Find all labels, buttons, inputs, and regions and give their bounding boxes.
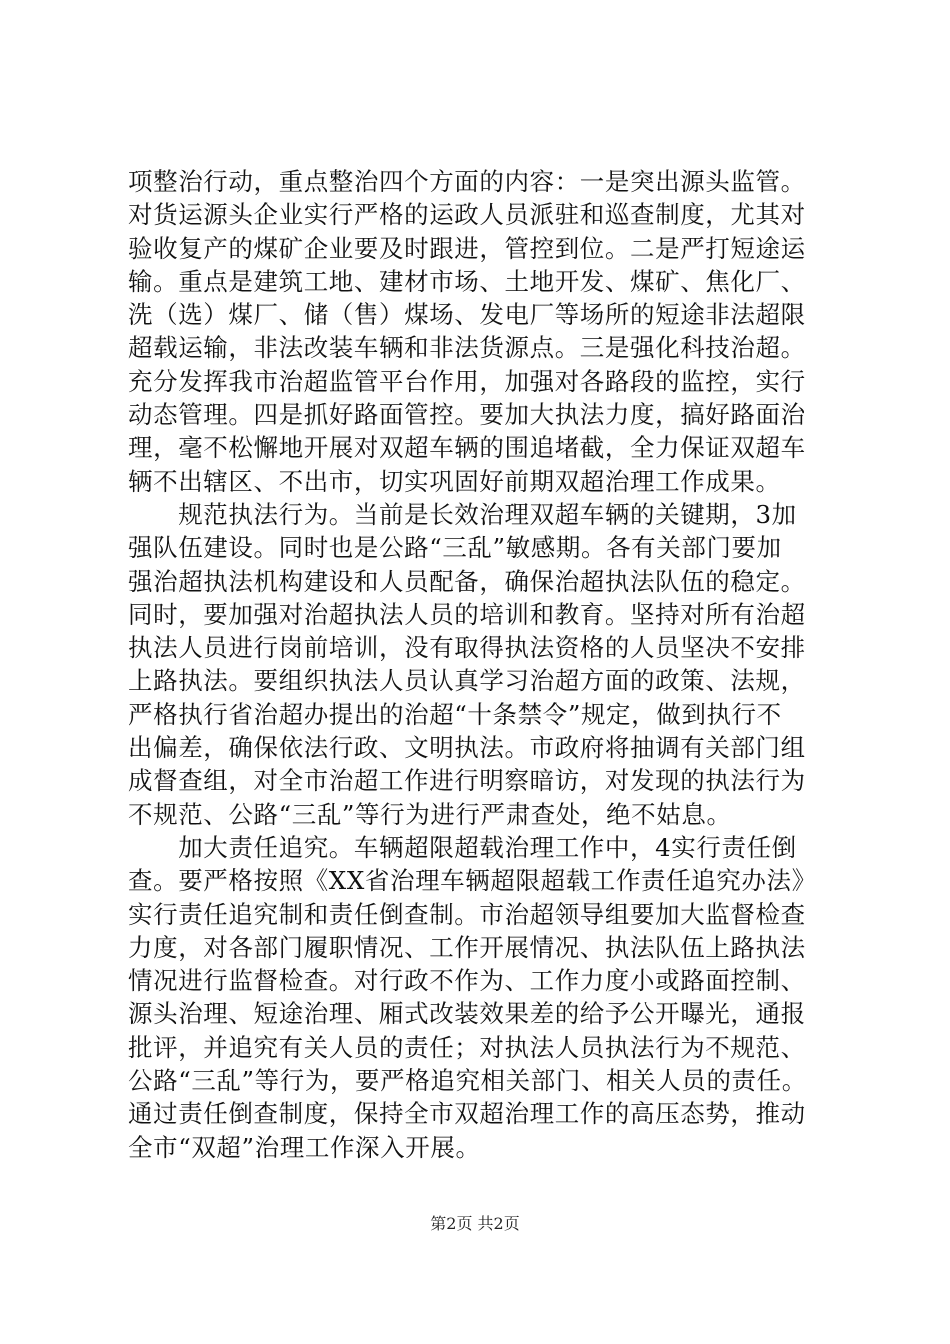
text-line: 验收复产的煤矿企业要及时跟进，管控到位。二是严打短途运 — [128, 233, 806, 263]
text-line: 不规范、公路“三乱”等行为进行严肃查处，绝不姑息。 — [128, 799, 732, 829]
text-line: 情况进行监督检查。对行政不作为、工作力度小或路面控制、 — [128, 966, 806, 996]
text-line: 通过责任倒查制度，保持全市双超治理工作的高压态势，推动 — [128, 1099, 806, 1129]
text-line: 动态管理。四是抓好路面管控。要加大执法力度，搞好路面治 — [128, 400, 806, 430]
text-line: 强治超执法机构建设和人员配备，确保治超执法队伍的稳定。 — [128, 566, 806, 596]
text-line: 成督查组，对全市治超工作进行明察暗访，对发现的执法行为 — [128, 766, 806, 796]
body-text — [128, 165, 853, 1164]
text-line: 同时，要加强对治超执法人员的培训和教育。坚持对所有治超 — [128, 599, 806, 629]
text-line: 执法人员进行岗前培训，没有取得执法资格的人员坚决不安排 — [128, 633, 806, 663]
text-line: 对货运源头企业实行严格的运政人员派驻和巡查制度，尤其对 — [128, 200, 806, 230]
text-line: 规范执法行为。当前是长效治理双超车辆的关键期，3加 — [128, 499, 797, 529]
text-line: 充分发挥我市治超监管平台作用，加强对各路段的监控，实行 — [128, 366, 806, 396]
text-line: 出偏差，确保依法行政、文明执法。市政府将抽调有关部门组 — [128, 733, 806, 763]
text-line: 强队伍建设。同时也是公路“三乱”敏感期。各有关部门要加 — [128, 533, 782, 563]
page-footer — [0, 1213, 950, 1235]
text-line: 理，毫不松懈地开展对双超车辆的围追堵截，全力保证双超车 — [128, 433, 806, 463]
page-number: 第2页 共2页 — [430, 1214, 520, 1233]
text-line: 查。要严格按照《XX省治理车辆超限超载工作责任追究办法》 — [128, 866, 817, 896]
text-line: 项整治行动，重点整治四个方面的内容：一是突出源头监管。 — [128, 167, 806, 196]
text-line: 公路“三乱”等行为，要严格追究相关部门、相关人员的责任。 — [128, 1066, 807, 1096]
text-line: 输。重点是建筑工地、建材市场、土地开发、煤矿、焦化厂、 — [128, 266, 806, 296]
text-line: 全市“双超”治理工作深入开展。 — [128, 1132, 481, 1162]
text-line: 严格执行省治超办提出的治超“十条禁令”规定，做到执行不 — [128, 699, 782, 729]
text-line: 超载运输，非法改装车辆和非法货源点。三是强化科技治超。 — [128, 333, 806, 363]
text-line: 源头治理、短途治理、厢式改装效果差的给予公开曝光，通报 — [128, 999, 806, 1029]
text-line: 洗（选）煤厂、储（售）煤场、发电厂等场所的短途非法超限 — [128, 300, 806, 330]
text-line: 加大责任追究。车辆超限超载治理工作中，4实行责任倒 — [128, 832, 797, 862]
text-line: 辆不出辖区、不出市，切实巩固好前期双超治理工作成果。 — [128, 466, 781, 496]
text-line: 力度，对各部门履职情况、工作开展情况、执法队伍上路执法 — [128, 932, 806, 962]
text-line: 上路执法。要组织执法人员认真学习治超方面的政策、法规， — [128, 666, 806, 696]
text-line: 批评，并追究有关人员的责任；对执法人员执法行为不规范、 — [128, 1032, 806, 1062]
text-line: 实行责任追究制和责任倒查制。市治超领导组要加大监督检查 — [128, 899, 806, 929]
